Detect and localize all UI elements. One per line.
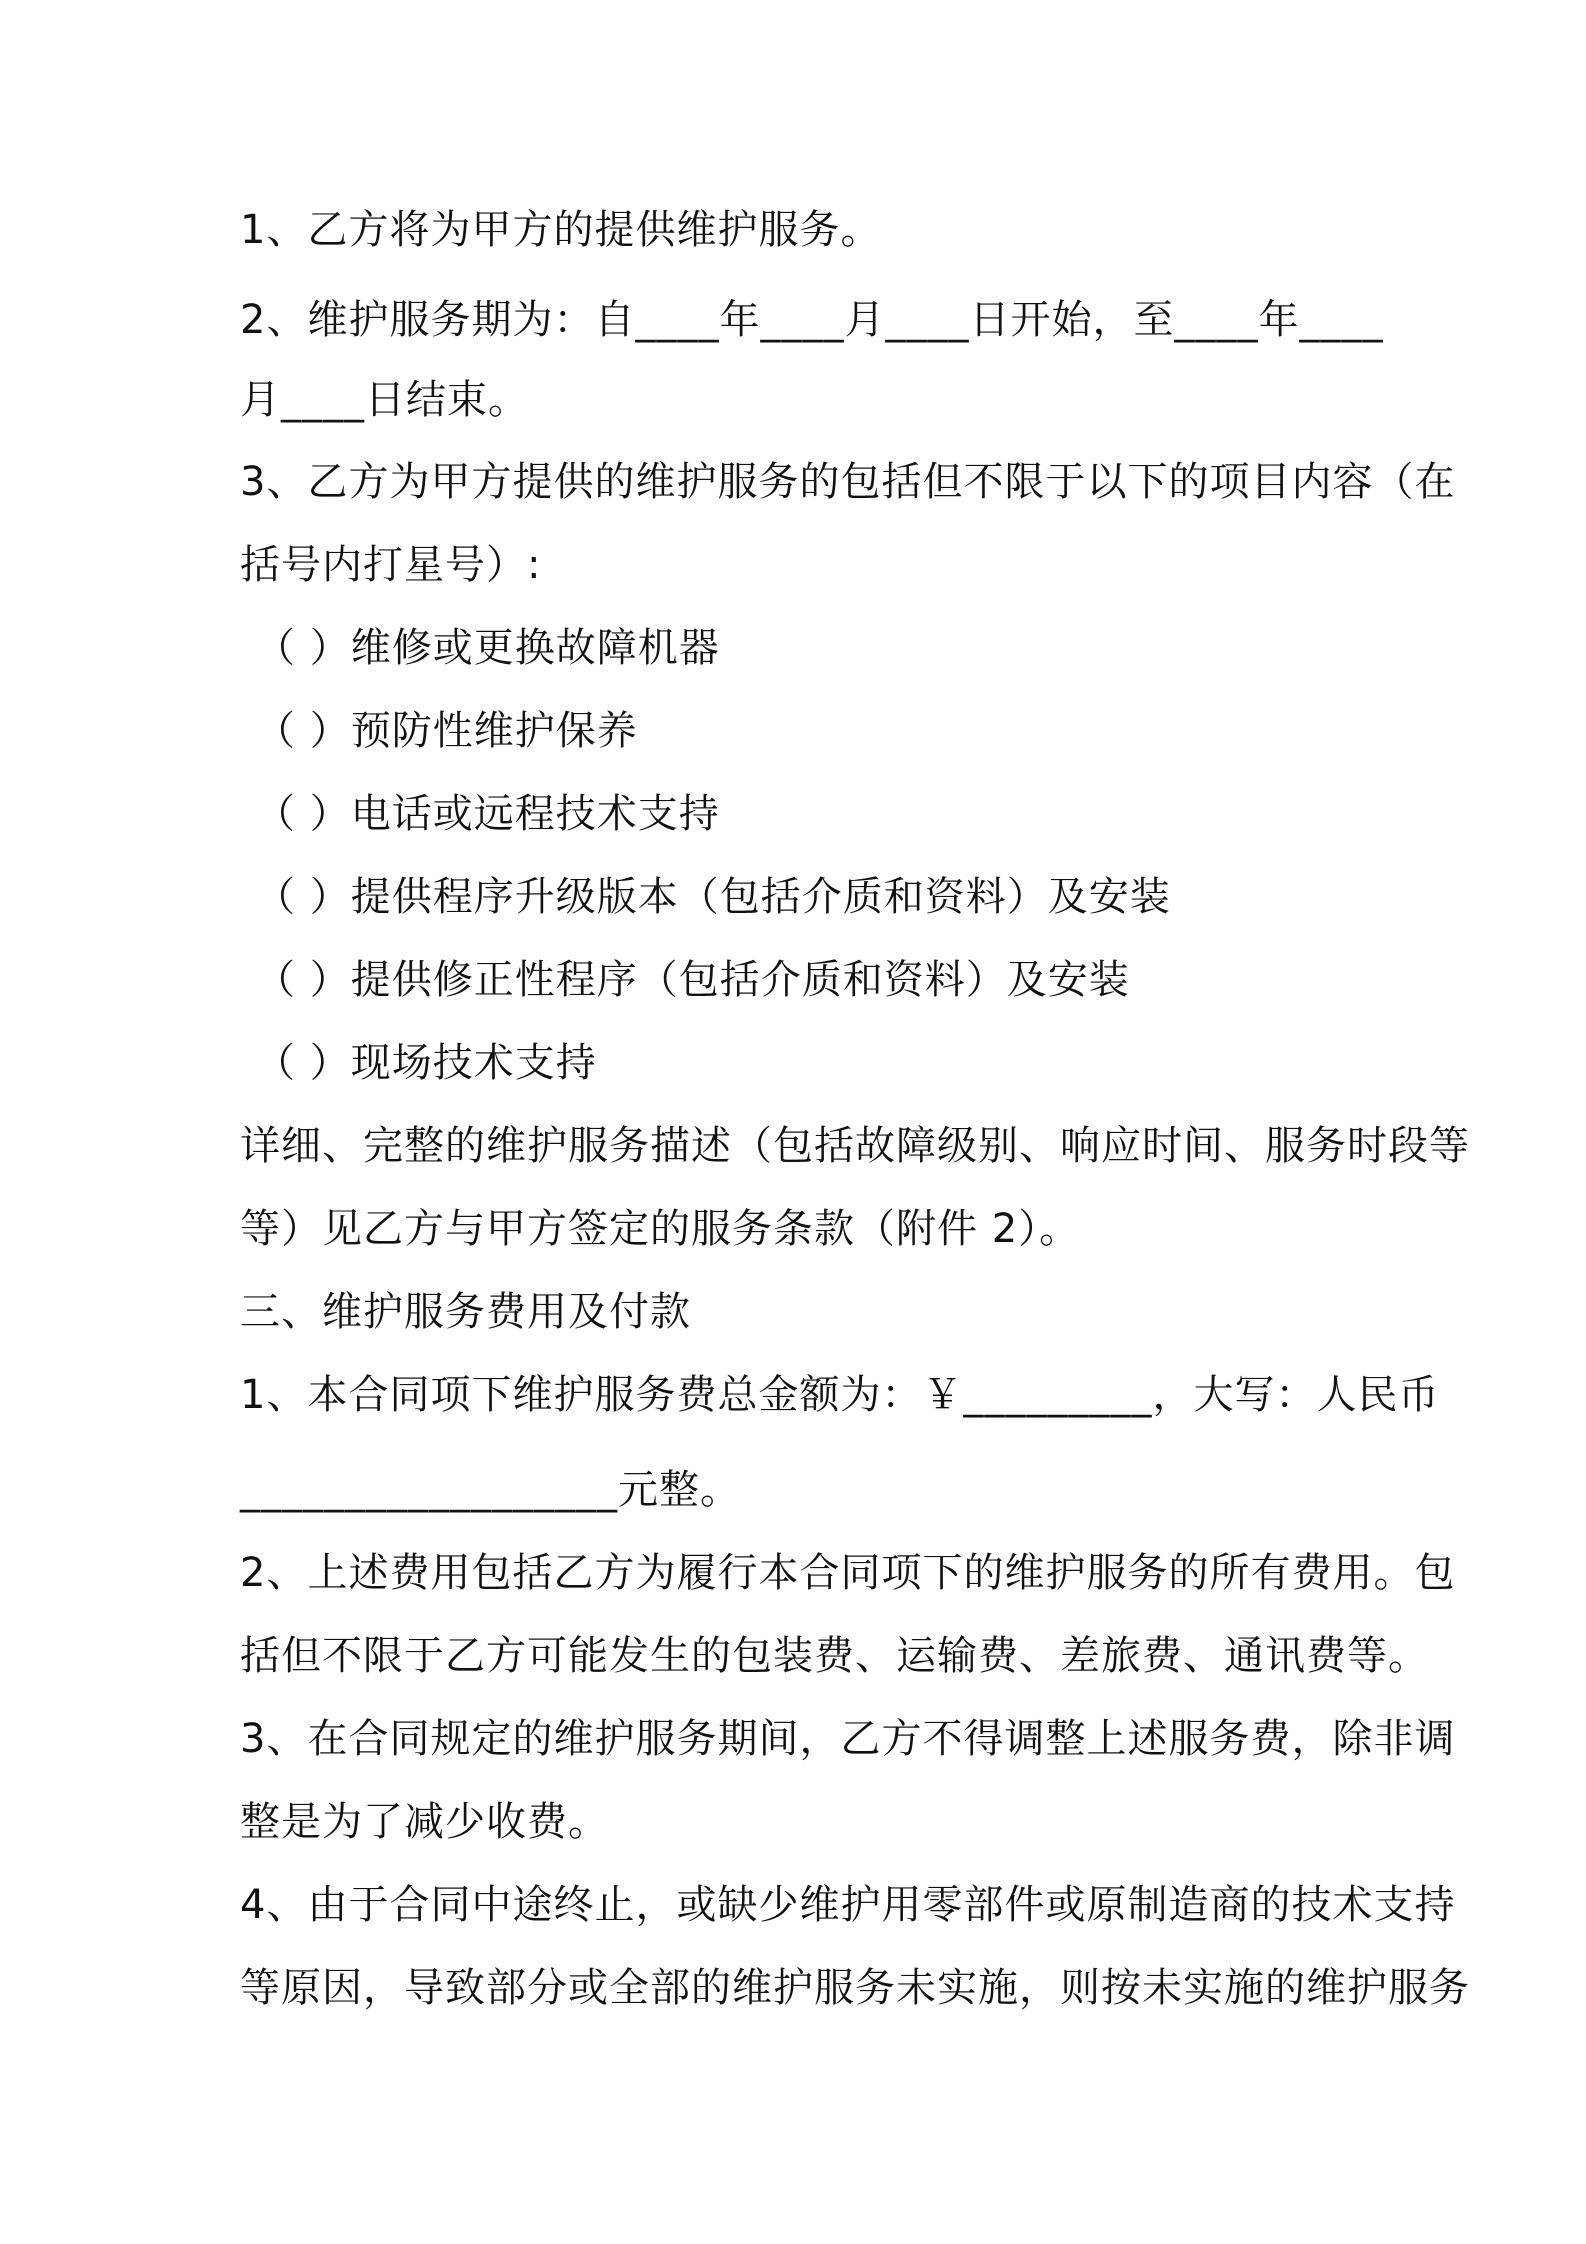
clause-1-service: 1、乙方将为甲方的提供维护服务。: [240, 207, 882, 253]
fee-clause-4-cont: 等原因，导致部分或全部的维护服务未实施，则按未实施的维护服务: [240, 1965, 1470, 2011]
option-repair-replace: （ ）维修或更换故障机器: [255, 625, 720, 671]
clause-2-period: 2、维护服务期为：自____年____月____日开始，至____年____: [240, 297, 1384, 343]
option-remote-support: （ ）电话或远程技术支持: [255, 791, 720, 837]
service-description: 详细、完整的维护服务描述（包括故障级别、响应时间、服务时段等: [240, 1123, 1470, 1169]
option-onsite-support: （ ）现场技术支持: [255, 1040, 597, 1086]
fee-clause-4: 4、由于合同中途终止，或缺少维护用零部件或原制造商的技术支持: [240, 1882, 1456, 1928]
clause-3-scope-note: 括号内打星号）:: [240, 542, 542, 588]
option-upgrade-install: （ ）提供程序升级版本（包括介质和资料）及安装: [255, 874, 1171, 920]
clause-2-period-end: 月____日结束。: [240, 377, 529, 423]
clause-3-scope: 3、乙方为甲方提供的维护服务的包括但不限于以下的项目内容（在: [240, 459, 1456, 505]
fee-clause-1: 1、本合同项下维护服务费总金额为：￥_________，大写：人民币: [240, 1372, 1440, 1418]
fee-clause-2-cont: 括但不限于乙方可能发生的包装费、运输费、差旅费、通讯费等。: [240, 1633, 1429, 1679]
fee-clause-2: 2、上述费用包括乙方为履行本合同项下的维护服务的所有费用。包: [240, 1550, 1456, 1596]
section-heading-fees: 三、维护服务费用及付款: [240, 1289, 691, 1335]
service-description-cont: 等）见乙方与甲方签定的服务条款（附件 2）。: [240, 1206, 1081, 1252]
fee-clause-3: 3、在合同规定的维护服务期间，乙方不得调整上述服务费，除非调: [240, 1716, 1456, 1762]
option-preventive-maintenance: （ ）预防性维护保养: [255, 708, 638, 754]
option-patch-install: （ ）提供修正性程序（包括介质和资料）及安装: [255, 957, 1130, 1003]
fee-clause-3-cont: 整是为了减少收费。: [240, 1799, 609, 1845]
fee-clause-1-cont: __________________元整。: [240, 1467, 741, 1513]
